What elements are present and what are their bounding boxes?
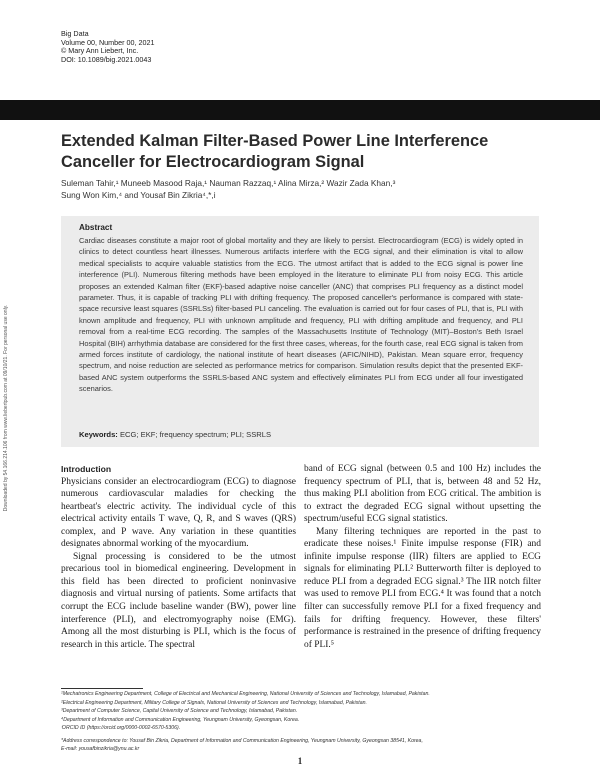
intro-paragraph-1: Physicians consider an electrocardiogram (ECG) to diagnose numerous cardiovascular maladies for checking the heartbeat's electric activity. The individual cycle of this electrical activity entails T wave, Q, R, and S waves (QRS) complex, and P wave. Any variation in these quantities designates abnormal working of the myocardium. (61, 476, 296, 550)
correspondence-line-1: *Address correspondence to: Yousaf Bin Zikria, Department of Information and Communication Engineering, Yeungnam University, Gyeongsan 38541, Korea, (61, 737, 423, 744)
page-number: 1 (297, 756, 303, 766)
intro-paragraph-2: Signal processing is considered to be the utmost precarious tool in biomedical engineering. Development in this field has been directed to proficient noninvasive diagnosis and virtual nursing of patients. Some artifacts that corrupt the ECG include baseline wander (BW), power line interference (PLI), and electromyography noise (EMG). Among all the most disturbing is PLI, which is the focus of research in this article. The spectral (61, 551, 296, 650)
footnote-affiliation-2: ²Electrical Engineering Department, Military College of Signals, National University of Sciences and Technology, Islamabad, Pakistan. (61, 699, 367, 706)
abstract-heading: Abstract (79, 223, 113, 232)
abstract-text: Cardiac diseases constitute a major root of global mortality and they are likely to persist. Electrocardiogram (ECG) is widely opted in clinics to detect countless heart illnesses. Numerous artifacts interfere with the ECG signal, and their elimination is vital to allow medical specialists to acquire valuable statistics from the ECG. The utmost artifact that is added to the ECG signal is power line interference (PLI). Numerous filtering methods have been employed in the literature to eliminate PLI from noisy ECG. This article proposes an extended Kalman filter (EKF)-based adaptive noise canceller (ANC) that comprises PLI frequency as a distinct model parameter. Thus, it is capable of tracking PLI with drifting frequency. The proposed canceller's performance is compared with state-space recursive least squares (SSRLSs) filter-based PLI canceling. The evaluation is carried out for four cases of PLI, that is, PLI with known amplitude and frequency, PLI with unknown amplitude and frequency, PLI with drifting amplitude and frequency, and PLI removal from a real-time ECG recording. The samples of the Massachusetts Institute of Technology (MIT)–Boston's Beth Israel Hospital (BIH) arrhythmia database are considered for the first three cases, whereas, for the fourth case, real ECG signal is taken from armed forces institute of cardiology, the national institute of heart diseases (AFIC/NIHD), Pakistan. Mean square error, frequency spectrum, and noise reduction are selected as performance metrics for comparison. Simulation results depict that the presented EKF-based ANC system outperforms the SSRLS-based ANC system and effectively eliminates PLI from ECG under all four investigated scenarios. (79, 236, 523, 394)
footnote-rule (61, 688, 143, 689)
footnote-orcid[interactable]: ⁱORCID ID (https://orcid.org/0000-0002-6570-5306). (61, 725, 181, 731)
right-paragraph-2: Many filtering techniques are reported in the past to eradicate these noises.¹ Finite impulse response (FIR) and infinite impulse response (IIR) filters are applied to ECG signals for eliminating PLI.² Butterworth filter is deployed to reduce PLI from a degraded ECG signal.³ The IIR notch filter was used to remove PLI from ECG.⁴ It was found that a notch filter can successfully remove PLI for a fixed frequency and fails for drifting frequency. However, these filters' performance is restrained in the presence of drifting frequency of PLI.⁵ (304, 526, 541, 650)
footnote-correspondence (61, 737, 539, 754)
download-note-text: Downloaded by 54.166.214.106 from www.liebertpub.com at 09/10/21. For personal use only. (3, 304, 9, 512)
title-line-2: Canceller for Electrocardiogram Signal (61, 153, 365, 171)
journal-doi[interactable]: DOI: 10.1089/big.2021.0043 (61, 54, 152, 64)
authors-line-1: Suleman Tahir,¹ Muneeb Masood Raja,¹ Nauman Razzaq,¹ Alina Mirza,² Wazir Zada Khan,³ (61, 178, 396, 188)
journal-volume: Volume 00, Number 00, 2021 (61, 37, 155, 47)
footnotes (61, 690, 539, 754)
download-note (3, 228, 17, 588)
journal-copyright: © Mary Ann Liebert, Inc. (61, 46, 139, 56)
journal-info (61, 30, 155, 64)
footnote-affiliation-4: ⁴Department of Information and Communication Engineering, Yeungnam University, Gyeongsan, Korea. (61, 716, 300, 723)
left-column (61, 463, 296, 651)
keywords-label: Keywords: (79, 430, 118, 439)
footnote-affiliation-1: ¹Mechatronics Engineering Department, College of Electrical and Mechanical Engineering, National University of Sciences and Technology, Islamabad, Pakistan. (61, 691, 430, 697)
right-paragraph-1: band of ECG signal (between 0.5 and 100 Hz) includes the frequency spectrum of PLI, that is, between 48 and 52 Hz, thus making PLI abolition from ECG critical. The ambition is to extract the degraded ECG signal without upsetting the spectrum/useful ECG signal statistics. (304, 464, 541, 525)
title-line-1: Extended Kalman Filter-Based Power Line Interference (61, 132, 489, 150)
journal-name: Big Data (61, 29, 89, 38)
keywords-list: ECG; EKF; frequency spectrum; PLI; SSRLS (119, 430, 272, 439)
header-band (0, 100, 600, 120)
author-list (61, 178, 541, 201)
right-column (304, 463, 541, 651)
authors-line-2: Sung Won Kim,⁴ and Yousaf Bin Zikria⁴,*,i (61, 189, 216, 200)
keywords (79, 430, 271, 439)
introduction-heading: Introduction (61, 464, 112, 474)
footnote-affiliation-3: ³Department of Computer Science, Capital University of Science and Technology, Islamabad, Pakistan. (61, 708, 298, 714)
correspondence-email[interactable]: E-mail: yousafbinzikria@ynu.ac.kr (61, 746, 140, 752)
article-title (61, 131, 551, 173)
